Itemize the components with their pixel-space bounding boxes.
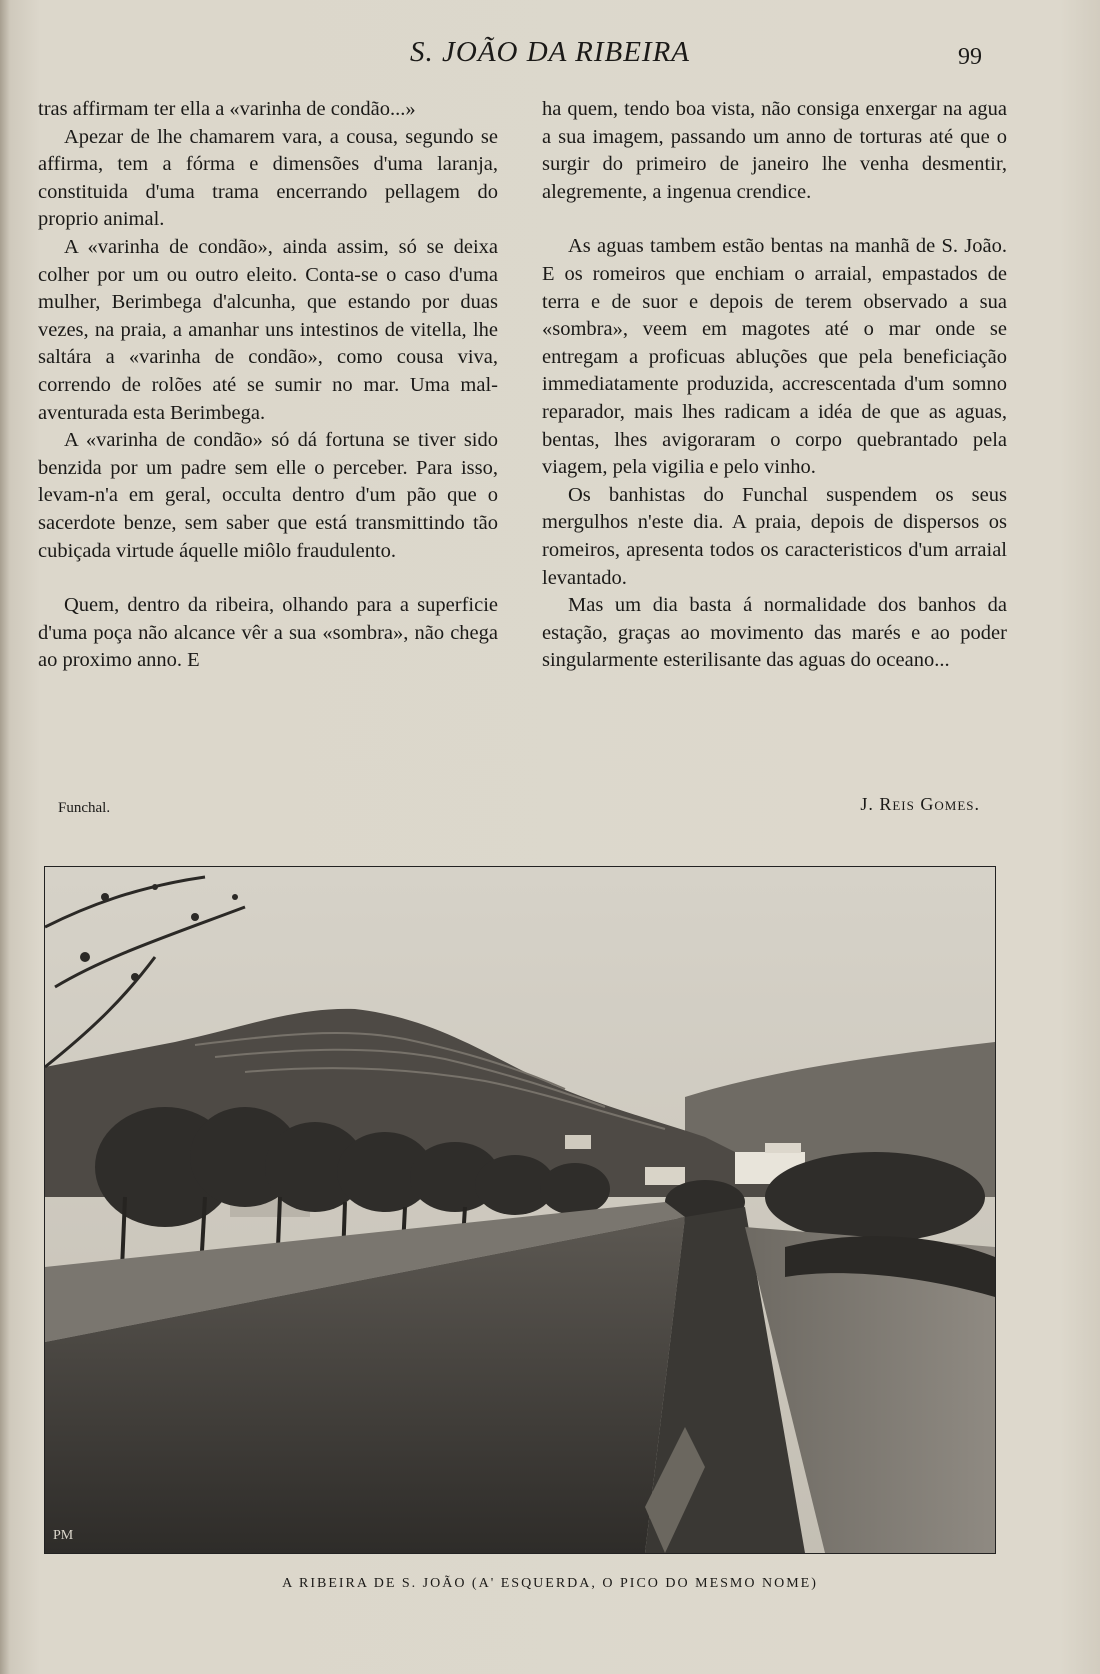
left-paragraph-5: Quem, dentro da ribeira, olhando para a superficie d'uma poça não alcance vêr a sua «sombra», não chega ao proximo anno. E [38, 594, 498, 672]
left-paragraph-2: Apezar de lhe chamarem vara, a cousa, segundo se affirma, tem a fórma e dimensões d'uma laranja, constituida d'uma trama encerrando pellagem do proprio animal. [38, 125, 498, 231]
left-column [38, 96, 498, 675]
figure-caption: A RIBEIRA DE S. JOÃO (A' ESQUERDA, O PICO DO MESMO NOME) [282, 1576, 818, 1591]
page-number: 99 [958, 44, 982, 70]
right-paragraph-4: Mas um dia basta á normalidade dos banhos da estação, graças ao movimento das marés e ao poder singularmente esterilisante das aguas do oceano... [542, 594, 1007, 672]
right-paragraph-3: Os banhistas do Funchal suspendem os seus mergulhos n'este dia. A praia, depois de dispersos os romeiros, apresenta todos os caracteristicos d'um arraial levantado. [542, 483, 1007, 589]
left-paragraph-3: A «varinha de condão», ainda assim, só se deixa colher por um ou outro eleito. Conta-se o caso d'uma mulher, Berimbega d'alcunha, que estando por duas vezes, na praia, a amanhar uns intestinos de vitella, lhe saltára a «varinha de condão», como cousa viva, correndo de rolões até se sumir no mar. Uma mal-aventurada esta Berimbega. [38, 235, 498, 424]
right-paragraph-1: ha quem, tendo boa vista, não consiga enxergar na agua a sua imagem, passando um anno de torturas até que o surgir do primeiro de janeiro lhe venha desmentir, alegremente, a ingenua crendice. [542, 98, 1007, 203]
left-paragraph-4: A «varinha de condão» só dá fortuna se tiver sido benzida por um padre sem elle o perceber. Para isso, levam-n'a em geral, occulta dentro d'um pão que o sacerdote benze, sem saber que está transmittindo tão cubiçada virtude áquelle miôlo fraudulento. [38, 429, 498, 562]
place-signoff: Funchal. [58, 800, 111, 816]
right-paragraph-2: As aguas tambem estão bentas na manhã de S. João. E os romeiros que enchiam o arraial, empastados de terra e de suor e depois de terem observado a sua «sombra», veem em magotes até o mar onde se entregam a proficuas abluções que pela beneficiação immediatamente produzida, accrescentada d'um somno reparador, mais lhes radicam a idéa de que as aguas, bentas, lhes avigoraram o corpo quebrantado pela viagem, pela vigilia e pelo vinho. [542, 235, 1007, 479]
left-paragraph-1: tras affirmam ter ella a «varinha de condão...» [38, 98, 416, 120]
page-title: S. JOÃO DA RIBEIRA [410, 36, 690, 68]
author-signature: J. Reis Gomes. [860, 794, 980, 814]
photo-initials: PM [53, 1528, 74, 1543]
right-column [542, 96, 1007, 675]
ribeira-photograph [44, 866, 996, 1554]
